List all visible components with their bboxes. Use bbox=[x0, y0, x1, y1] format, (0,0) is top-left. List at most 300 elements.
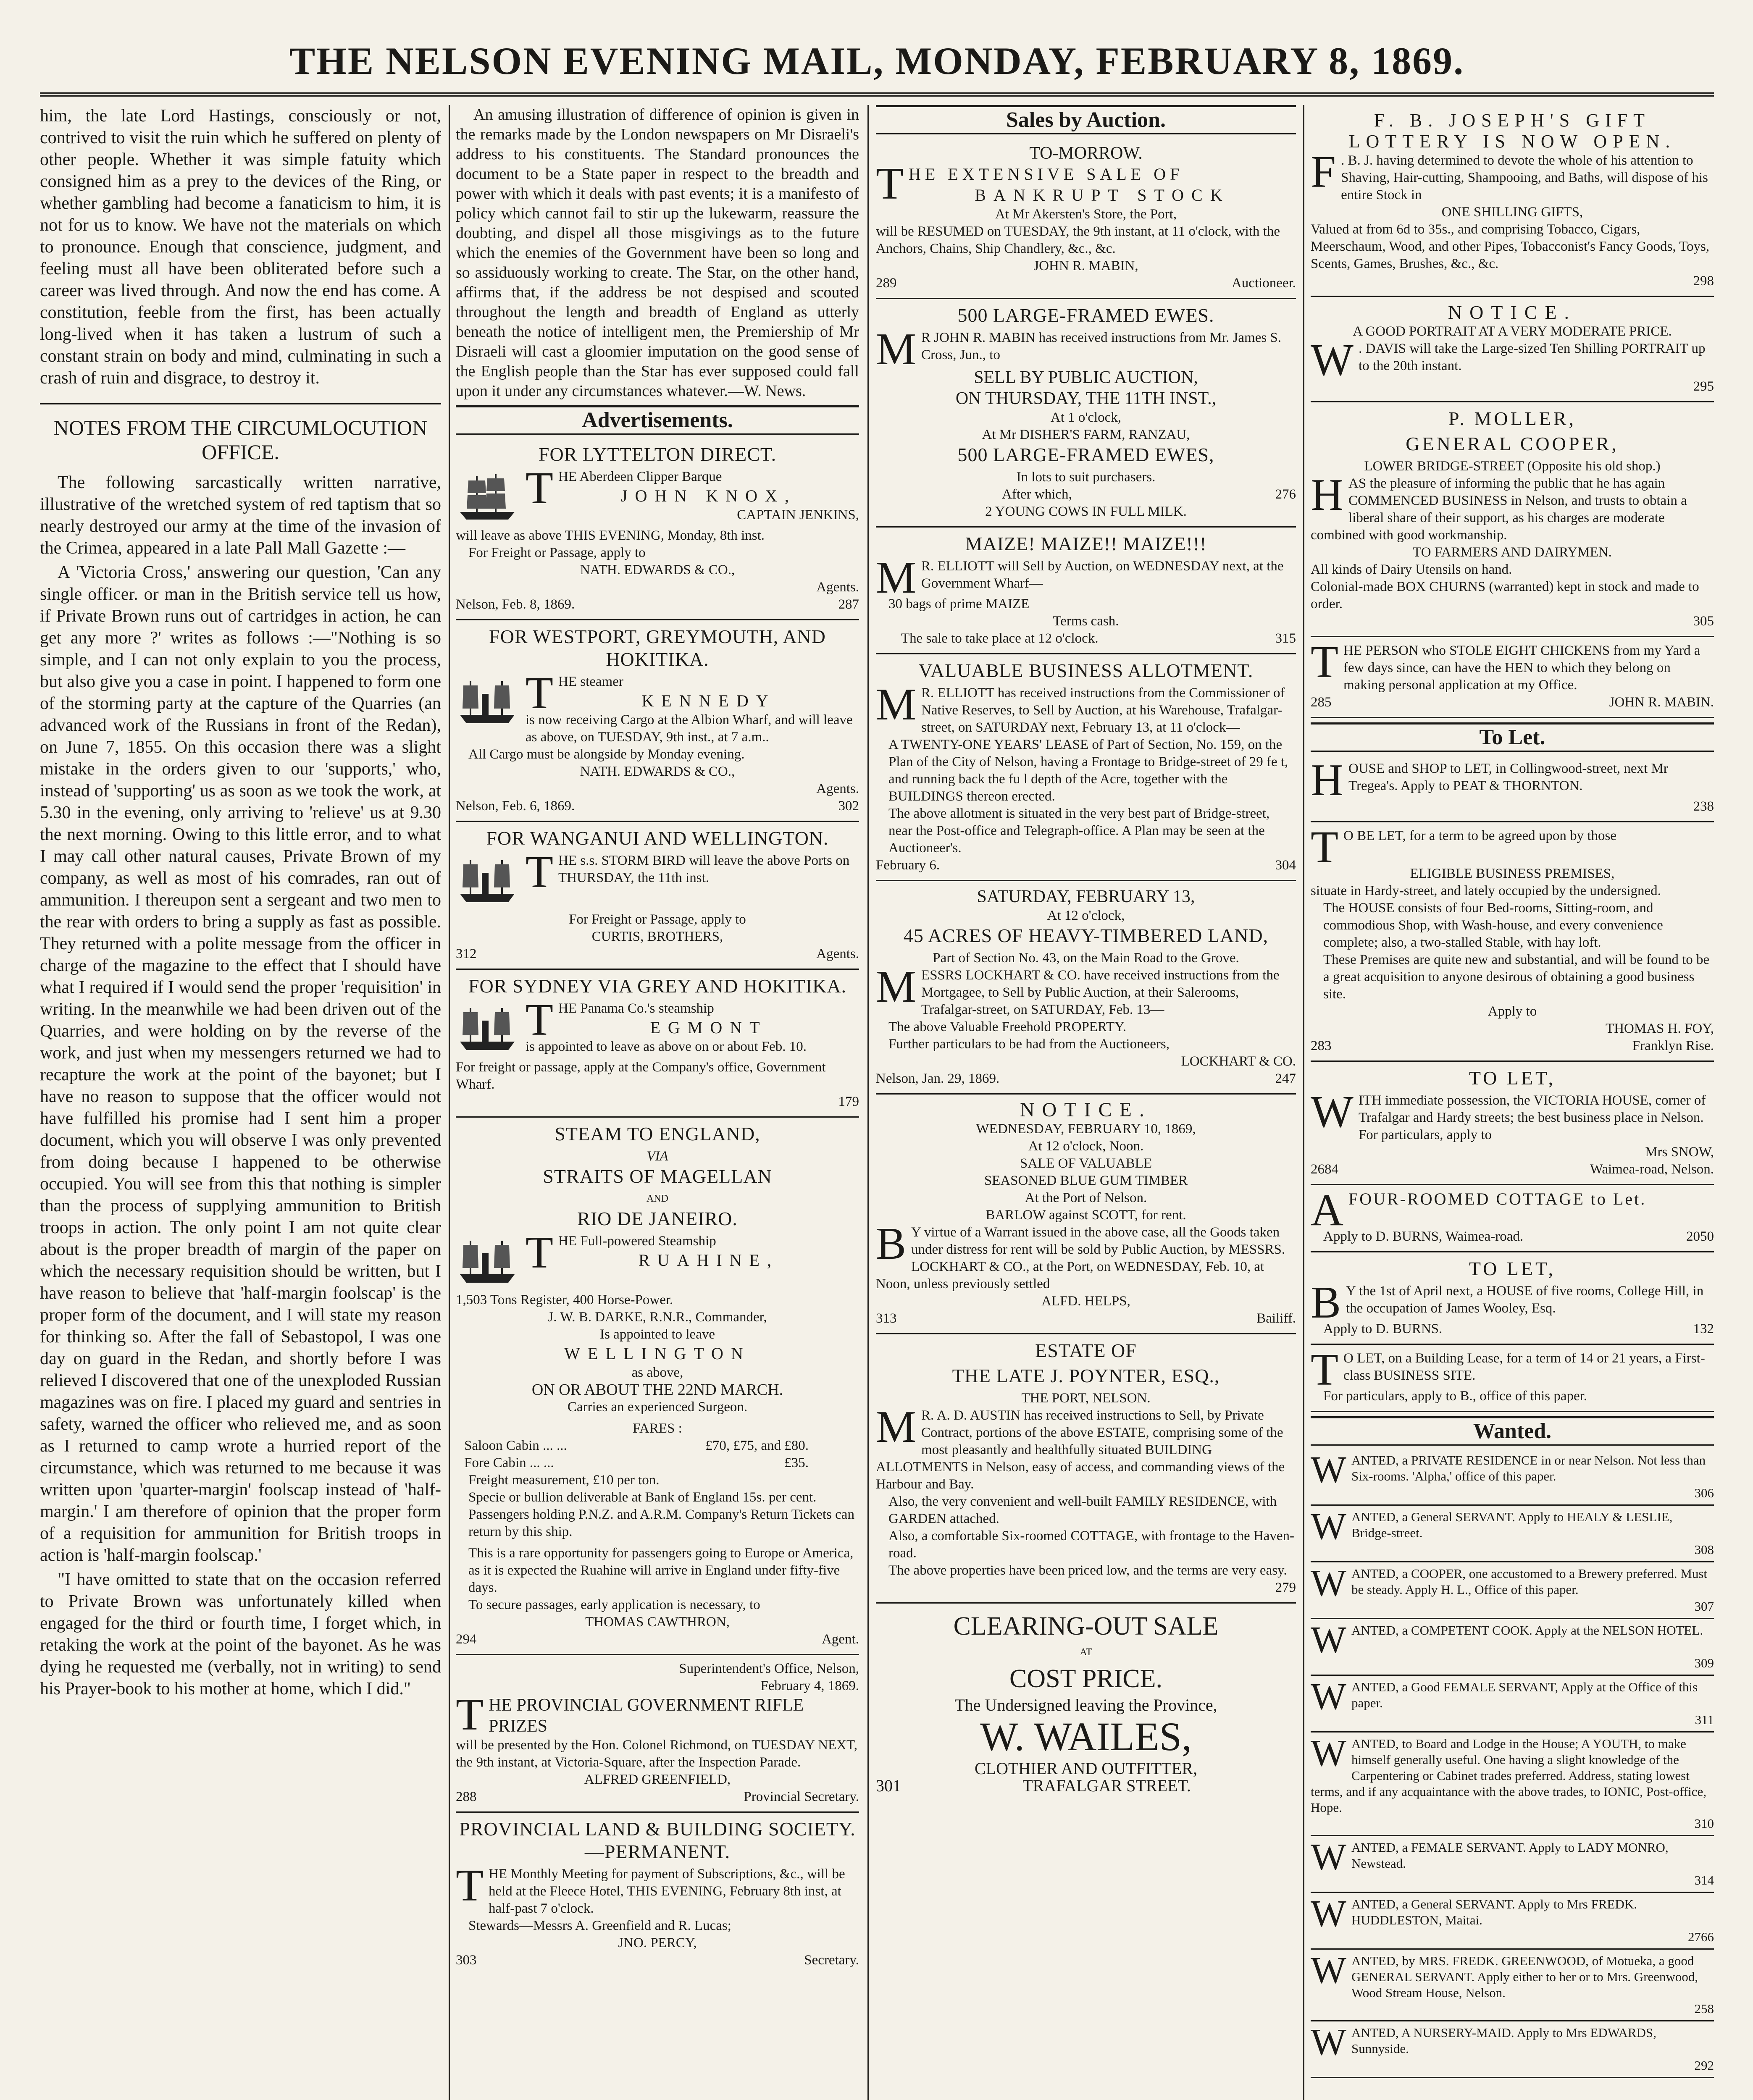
ad-date: Nelson, Feb. 8, 1869. bbox=[456, 597, 575, 612]
signatory: ALFRED GREENFIELD, bbox=[584, 1772, 731, 1787]
ad-number: 247 bbox=[1275, 1071, 1296, 1086]
drop-cap: A bbox=[1311, 1185, 1343, 1235]
ad-text: LOWER BRIDGE-STREET (Opposite his old shop.) bbox=[1364, 459, 1661, 474]
signatory-role: Secretary. bbox=[804, 1953, 859, 1968]
article-paragraph: An amusing illustration of difference of opinion is given in the remarks made by the London newspapers on Mr Disraeli's address to his constituents. The Standard pronounces the document to be a State paper in respect to the breadth and power with which it deals with past events; it is a manifesto of policy which cannot fail to stir up the lukewarm, reassure the doubting, and dispel all those misgivings as to the future which the enemies of the Government have been so long and so assiduously working to create. The Star, on the other hand, affirms that, if the address be not despised and scouted throughout the length and breadth of England as utterly beneath the notice of intelligent men, the Premiership of Mr Disraeli will cast a gloomier imputation on the good sense of the English people than the Star has ever supposed could fall upon it under any circumstances whatever.—W. News. bbox=[456, 106, 859, 400]
ad-number: 295 bbox=[1693, 379, 1714, 394]
ad-text: SELL BY PUBLIC AUCTION, bbox=[974, 368, 1198, 387]
ad-subtitle: ELIGIBLE BUSINESS PREMISES, bbox=[1410, 866, 1615, 881]
ad-text: ANTED, by MRS. FREDK. GREENWOOD, of Motueka, a good GENERAL SERVANT. Apply either to her or to Mrs. Greenwood, Wood Stream House, Nelson. bbox=[1351, 1953, 1698, 2000]
ad-text: ANTED, a PRIVATE RESIDENCE in or near Nelson. Not less than Six-rooms. 'Alpha,' office of this paper. bbox=[1351, 1453, 1706, 1483]
ad-building-lease bbox=[1311, 1345, 1714, 1412]
ad-title: NOTICE. bbox=[1448, 302, 1577, 323]
wanted-ad bbox=[1311, 1950, 1714, 2021]
ad-text: ITH immediate possession, the VICTORIA HOUSE, corner of Trafalgar and Hardy streets; the best business place in Nelson. For particulars, apply to bbox=[1358, 1093, 1706, 1142]
section-header: Sales by Auction. bbox=[876, 105, 1296, 134]
ad-text: THE PORT, NELSON. bbox=[1021, 1391, 1151, 1406]
ad-text: . DAVIS will take the Large-sized Ten Shilling PORTRAIT up to the 20th instant. bbox=[1358, 341, 1706, 373]
ad-text: These Premises are quite new and substantial, and will be found to be a great acquisition to anyone desirous of obtaining a good business site. bbox=[1323, 952, 1710, 1002]
ad-number: 304 bbox=[1275, 858, 1296, 873]
sailing-date: ON OR ABOUT THE 22ND MARCH. bbox=[531, 1381, 783, 1399]
drop-cap: T bbox=[876, 159, 904, 209]
drop-cap: T bbox=[526, 847, 553, 897]
ad-text: ANTED, a COOPER, one accustomed to a Brewery preferred. Must be steady. Apply H. L., Office of this paper. bbox=[1351, 1566, 1708, 1597]
ad-number: 289 bbox=[876, 276, 897, 291]
ad-title: PROVINCIAL LAND & BUILDING SOCIETY.—PERMANENT. bbox=[459, 1818, 856, 1862]
drop-cap: W bbox=[1311, 1676, 1346, 1717]
ad-text: AT bbox=[1080, 1647, 1092, 1658]
ad-text: Also, the very convenient and well-built FAMILY RESIDENCE, with GARDEN attached. bbox=[888, 1494, 1277, 1526]
ad-text: In lots to suit purchasers. bbox=[1016, 470, 1156, 485]
agent-role: Agents. bbox=[816, 580, 859, 595]
section-header: Advertisements. bbox=[456, 405, 859, 435]
ad-text: All Cargo must be alongside by Monday evening. bbox=[468, 747, 745, 762]
ad-text: BARLOW against SCOTT, for rent. bbox=[986, 1208, 1186, 1223]
ad-subtitle: AND bbox=[647, 1193, 668, 1204]
ad-title: STRAITS OF MAGELLAN bbox=[543, 1166, 772, 1187]
ad-text: O LET, on a Building Lease, for a term of 14 or 21 years, a First-class BUSINESS SITE. bbox=[1343, 1351, 1705, 1383]
drop-cap: M bbox=[876, 680, 917, 730]
auctioneer-role: Auctioneer. bbox=[1231, 276, 1296, 291]
ad-date: WEDNESDAY, FEBRUARY 10, 1869, bbox=[976, 1121, 1196, 1137]
ad-title: VALUABLE BUSINESS ALLOTMENT. bbox=[918, 660, 1254, 681]
agent-role: Agents. bbox=[816, 781, 859, 796]
ad-number: 258 bbox=[1694, 2001, 1714, 2016]
ad-number: 238 bbox=[1693, 799, 1714, 814]
ship-icon bbox=[456, 470, 519, 525]
fares-title: FARES : bbox=[633, 1421, 682, 1436]
ad-text: O BE LET, for a term to be agreed upon by those bbox=[1343, 828, 1617, 843]
ad-text: HE Aberdeen Clipper Barque bbox=[558, 469, 722, 484]
ad-number: 283 bbox=[1311, 1038, 1332, 1053]
ad-text: Colonial-made BOX CHURNS (warranted) kept in stock and made to order. bbox=[1311, 579, 1699, 612]
ad-number: 309 bbox=[1694, 1656, 1714, 1670]
ad-text: HE Panama Co.'s steamship bbox=[558, 1001, 714, 1016]
ad-number: 301 bbox=[876, 1776, 901, 1795]
steamer-icon bbox=[456, 854, 519, 908]
ad-text: Apply to bbox=[1488, 1004, 1537, 1019]
ad-text: HE s.s. STORM BIRD will leave the above Ports on THURSDAY, the 11th inst. bbox=[558, 853, 850, 885]
ad-text: R JOHN R. MABIN has received instructions from Mr. James S. Cross, Jun., to bbox=[921, 330, 1282, 362]
ad-cottage bbox=[1311, 1185, 1714, 1252]
ad-number: 307 bbox=[1694, 1599, 1714, 1614]
auctioneer: LOCKHART & CO. bbox=[1181, 1054, 1296, 1069]
ad-text: Is appointed to leave bbox=[600, 1327, 715, 1342]
ad-text: ANTED, A NURSERY-MAID. Apply to Mrs EDWARDS, Sunnyside. bbox=[1351, 2025, 1656, 2056]
ad-text: Waimea-road, Nelson. bbox=[1590, 1162, 1714, 1177]
wanted-ad bbox=[1311, 2021, 1714, 2078]
steamer-icon bbox=[456, 1234, 519, 1289]
ad-number: 132 bbox=[1693, 1321, 1714, 1336]
ad-text: Passengers holding P.N.Z. and A.R.M. Company's Return Tickets can return by this ship. bbox=[468, 1507, 854, 1539]
ad-title: RIO DE JANEIRO. bbox=[577, 1208, 738, 1229]
ad-number: 306 bbox=[1694, 1486, 1714, 1500]
ad-portrait bbox=[1311, 297, 1714, 402]
ad-clearing-sale bbox=[876, 1604, 1296, 1800]
ad-ewes bbox=[876, 299, 1296, 528]
article-continuation: him, the late Lord Hastings, consciously or not, contrived to visit the ruin which he suffered on plenty of other people. Whether it was simple fatuity which consigned him as a prey to the devices of the Ring, or whether gambling had become a fanaticism to him, it is not for us to know. We have not the materials on which to pronounce. Enough that conscience, judgment, and feeling must all have been obliterated before such a career was lived through. And now the end has come. A constitution, feeble from the first, has been actually long-lived when it has taken a lustrum of such a constant strain on body and mind, culminating in such a crash of ruin and disgrace, to destroy it. bbox=[40, 106, 441, 388]
wanted-ad bbox=[1311, 1562, 1714, 1619]
ad-text: ANTED, a Good FEMALE SERVANT, Apply at the Office of this paper. bbox=[1351, 1680, 1698, 1710]
signatory: ALFD. HELPS, bbox=[1041, 1294, 1130, 1309]
ad-title: 500 LARGE-FRAMED EWES. bbox=[957, 304, 1214, 326]
ad-text: A TWENTY-ONE YEARS' LEASE of Part of Section, No. 159, on the Plan of the City of Nelson, having a Frontage to Bridge-street of 29 fe t, and running back the fu l depth of the Acre, together with the BUILDINGS thereon erected. bbox=[888, 737, 1288, 804]
section-header: To Let. bbox=[1311, 722, 1714, 752]
column-rule bbox=[449, 105, 450, 2100]
ad-england bbox=[456, 1118, 859, 1655]
wanted-ad bbox=[1311, 1449, 1714, 1506]
drop-cap: W bbox=[1311, 1087, 1354, 1137]
masthead: THE NELSON EVENING MAIL, MONDAY, FEBRUARY 8, 1869. bbox=[40, 29, 1714, 97]
ad-text: For Freight or Passage, apply to bbox=[468, 545, 646, 560]
signatory: Mrs SNOW, bbox=[1645, 1144, 1714, 1160]
ad-maize bbox=[876, 528, 1296, 654]
ad-text: At Mr DISHER'S FARM, RANZAU, bbox=[982, 427, 1190, 442]
ad-number: 285 bbox=[1311, 695, 1332, 710]
ad-title: TO LET, bbox=[1469, 1258, 1556, 1279]
ad-text: 1,503 Tons Register, 400 Horse-Power. bbox=[456, 1292, 673, 1307]
ad-text: HE PERSON who STOLE EIGHT CHICKENS from my Yard a few days since, can have the HEN to which they belong on making personal application at my Office. bbox=[1343, 643, 1700, 693]
ad-text: Part of Section No. 43, on the Main Road to the Grove. bbox=[933, 950, 1239, 966]
ad-title: STEAM TO ENGLAND, bbox=[555, 1123, 760, 1144]
agent-name: THOMAS CAWTHRON, bbox=[585, 1614, 730, 1630]
drop-cap: T bbox=[456, 1861, 484, 1911]
drop-cap: W bbox=[1311, 1506, 1346, 1547]
ad-text: ANTED, a General SERVANT. Apply to Mrs FREDK. HUDDLESTON, Maitai. bbox=[1351, 1897, 1637, 1927]
ad-title: F. B. JOSEPH'S GIFT LOTTERY IS NOW OPEN. bbox=[1348, 110, 1676, 152]
column-rule bbox=[867, 105, 869, 2100]
ad-text: At 12 o'clock, Noon. bbox=[1028, 1139, 1144, 1154]
drop-cap: M bbox=[876, 962, 917, 1012]
ad-text: HE Monthly Meeting for payment of Subscriptions, &c., will be held at the Fleece Hotel, THIS EVENING, February 8th inst, at half-past 7 o'clock. bbox=[488, 1866, 845, 1916]
ad-title: FOR WESTPORT, GREYMOUTH, AND HOKITIKA. bbox=[489, 626, 826, 670]
ad-text: J. W. B. DARKE, R.N.R., Commander, bbox=[548, 1310, 767, 1325]
article-paragraph: The following sarcastically written narrative, illustrative of the wretched system of red taptism that so nearly destroyed our army at the time of the invasion of the Crimea, appeared in a late Pall Mall Gazette :— bbox=[40, 473, 441, 558]
agent-role: Agent. bbox=[822, 1632, 859, 1647]
agent-name: CURTIS, BROTHERS, bbox=[591, 929, 723, 944]
ship-name: RUAHINE, bbox=[639, 1251, 779, 1270]
drop-cap: B bbox=[876, 1219, 907, 1269]
ad-text: Further particulars to be had from the Auctioneers, bbox=[888, 1037, 1170, 1052]
ad-text: is now receiving Cargo at the Albion Wharf, and will leave as above, on TUESDAY, 9th inst., at 7 a.m.. bbox=[526, 712, 853, 745]
ad-title: FOR WANGANUI AND WELLINGTON. bbox=[486, 827, 829, 849]
ad-poynter-estate bbox=[876, 1334, 1296, 1604]
drop-cap: T bbox=[526, 1228, 553, 1278]
ad-text: HE Full-powered Steamship bbox=[558, 1234, 716, 1249]
ad-text: ANTED, a FEMALE SERVANT. Apply to LADY MONRO, Newstead. bbox=[1351, 1840, 1669, 1871]
ad-title: NOTICE. bbox=[1020, 1099, 1152, 1121]
drop-cap: F bbox=[1311, 147, 1336, 197]
ad-text: Specie or bullion deliverable at Bank of England 15s. per cent. bbox=[468, 1490, 817, 1505]
ad-subtitle: A GOOD PORTRAIT AT A VERY MODERATE PRICE. bbox=[1353, 324, 1672, 339]
drop-cap: W bbox=[1311, 1950, 1346, 1991]
drop-cap: T bbox=[526, 668, 553, 718]
fare-value: £35. bbox=[784, 1455, 809, 1470]
ad-text: SALE OF VALUABLE bbox=[1020, 1156, 1152, 1171]
ad-text: To secure passages, early application is necessary, to bbox=[468, 1597, 760, 1612]
ad-westport bbox=[456, 620, 859, 822]
ad-date: February 4, 1869. bbox=[760, 1678, 859, 1693]
ad-title: COST PRICE. bbox=[1009, 1664, 1163, 1693]
column-4 bbox=[1311, 105, 1714, 2100]
fare-row bbox=[464, 1437, 809, 1454]
ad-college-hill bbox=[1311, 1252, 1714, 1345]
ad-number: 294 bbox=[456, 1632, 477, 1647]
drop-cap: T bbox=[1311, 822, 1338, 872]
ad-number: 287 bbox=[838, 597, 859, 612]
wanted-ad bbox=[1311, 1893, 1714, 1950]
ad-text: Superintendent's Office, Nelson, bbox=[679, 1661, 859, 1676]
ad-number: 2684 bbox=[1311, 1162, 1338, 1177]
column-3 bbox=[876, 105, 1296, 2100]
drop-cap: M bbox=[876, 553, 917, 603]
signatory: JOHN R. MABIN. bbox=[1609, 695, 1714, 710]
ad-victoria-house bbox=[1311, 1062, 1714, 1185]
ad-number: 2050 bbox=[1686, 1229, 1714, 1244]
drop-cap: W bbox=[1311, 1619, 1346, 1661]
drop-cap: M bbox=[876, 324, 917, 374]
ad-gift-lottery bbox=[1311, 105, 1714, 297]
fare-value: £70, £75, and £80. bbox=[705, 1438, 809, 1453]
drop-cap: W bbox=[1311, 1893, 1346, 1935]
ad-text: The HOUSE consists of four Bed-rooms, Sitting-room, and commodious Shop, with Wash-house, and every convenience complete; also, a two-stalled Stable, with hay loft. bbox=[1323, 900, 1663, 950]
ad-text: Terms cash. bbox=[1053, 614, 1119, 629]
ad-text: After which, bbox=[1002, 487, 1072, 502]
article-paragraph: "I have omitted to state that on the occasion referred to Private Brown was unfortunately killed when engaged for the third or fourth time, I forget which, in retaking the work at the point of the bayonet. As he was dying he requested me (verbally, not in writing) to send his Prayer-book to his mother at home, which I did." bbox=[40, 1570, 441, 1698]
ad-number: 2766 bbox=[1688, 1929, 1714, 1944]
ad-title: FOR SYDNEY VIA GREY AND HOKITIKA. bbox=[468, 975, 847, 997]
ad-text: Y virtue of a Warrant issued in the above case, all the Goods taken under distress for rent will be sold by Public Auction, by MESSRS. LOCKHART & CO., at the Port, on WEDNESDAY, Feb. 10, at Noon, unless previously settled bbox=[876, 1225, 1285, 1292]
ad-subtitle: VIA bbox=[647, 1149, 668, 1164]
ad-text: Franklyn Rise. bbox=[1632, 1038, 1714, 1053]
ad-title: ESTATE OF bbox=[1035, 1340, 1137, 1361]
ad-number: 314 bbox=[1694, 1873, 1714, 1887]
ad-title: BANKRUPT STOCK bbox=[975, 186, 1230, 205]
ad-number: 292 bbox=[1694, 2058, 1714, 2073]
ad-text: 2 YOUNG COWS IN FULL MILK. bbox=[985, 504, 1187, 519]
wanted-list bbox=[1311, 1449, 1714, 2078]
drop-cap: W bbox=[1311, 1562, 1346, 1604]
ad-text: HE steamer bbox=[558, 674, 623, 689]
drop-cap: T bbox=[456, 1690, 484, 1740]
signatory: THOMAS H. FOY, bbox=[1606, 1021, 1714, 1036]
ad-number: 311 bbox=[1695, 1712, 1714, 1727]
drop-cap: W bbox=[1311, 1732, 1346, 1774]
drop-cap: W bbox=[1311, 1836, 1346, 1878]
agent-name: NATH. EDWARDS & CO., bbox=[580, 764, 735, 779]
ad-text: TRAFALGAR STREET. bbox=[1022, 1776, 1191, 1795]
drop-cap: H bbox=[1311, 755, 1343, 805]
ad-text: For particulars, apply to B., office of this paper. bbox=[1323, 1389, 1587, 1404]
ad-stolen-chickens bbox=[1311, 637, 1714, 718]
ad-text: ESSRS LOCKHART & CO. have received instructions from the Mortgagee, to Sell by Public Auction, at their Salerooms, Trafalgar-street, on SATURDAY, Feb. 13— bbox=[921, 968, 1280, 1017]
ad-text: For freight or passage, apply at the Company's office, Government Wharf. bbox=[456, 1060, 826, 1092]
ad-number: 315 bbox=[1275, 631, 1296, 646]
ad-title: MAIZE! MAIZE!! MAIZE!!! bbox=[965, 533, 1207, 554]
ad-text: ONE SHILLING GIFTS, bbox=[1441, 205, 1583, 220]
ad-number: 308 bbox=[1694, 1542, 1714, 1557]
ad-wanganui bbox=[456, 822, 859, 970]
ad-text: SEASONED BLUE GUM TIMBER bbox=[984, 1173, 1188, 1188]
ad-title: SATURDAY, FEBRUARY 13, bbox=[977, 887, 1195, 906]
ad-text: situate in Hardy-street, and lately occupied by the undersigned. bbox=[1311, 883, 1661, 898]
ad-date: Nelson, Jan. 29, 1869. bbox=[876, 1071, 1000, 1086]
ad-notice-timber bbox=[876, 1095, 1296, 1334]
captain: CAPTAIN JENKINS, bbox=[737, 507, 859, 522]
ad-text: The Undersigned leaving the Province, bbox=[954, 1696, 1217, 1714]
ad-text: as above, bbox=[631, 1365, 683, 1380]
ad-text: At the Port of Nelson. bbox=[1025, 1190, 1147, 1205]
column-rule bbox=[1303, 105, 1304, 2100]
ad-text: At 12 o'clock, bbox=[1047, 908, 1125, 923]
ad-text: R. ELLIOTT will Sell by Auction, on WEDNESDAY next, at the Government Wharf— bbox=[921, 559, 1284, 591]
wanted-ad bbox=[1311, 1619, 1714, 1676]
ship-name: EGMONT bbox=[650, 1018, 767, 1037]
ad-text: Y the 1st of April next, a HOUSE of five rooms, College Hill, in the occupation of James Wooley, Esq. bbox=[1346, 1284, 1704, 1316]
signatory-role: Provincial Secretary. bbox=[744, 1789, 859, 1804]
ad-text: Apply to D. BURNS, Waimea-road. bbox=[1323, 1229, 1524, 1244]
fare-label: Saloon Cabin ... ... bbox=[464, 1438, 567, 1453]
ad-text: Apply to D. BURNS. bbox=[1323, 1321, 1443, 1336]
steamer-icon bbox=[456, 1002, 519, 1056]
drop-cap: T bbox=[526, 463, 553, 513]
ad-number: 279 bbox=[1275, 1580, 1296, 1595]
ad-title: HE PROVINCIAL GOVERNMENT RIFLE PRIZES bbox=[488, 1696, 804, 1736]
port-name: WELLINGTON bbox=[564, 1344, 751, 1363]
ad-text: ANTED, a COMPETENT COOK. Apply at the NELSON HOTEL. bbox=[1351, 1623, 1703, 1638]
ad-text: CLOTHIER AND OUTFITTER, bbox=[975, 1759, 1197, 1778]
ad-number: 303 bbox=[456, 1953, 477, 1968]
merchant-name: W. WAILES, bbox=[980, 1714, 1192, 1759]
column-1 bbox=[40, 105, 441, 2100]
ad-house-shop bbox=[1311, 755, 1714, 822]
ship-name: JOHN KNOX, bbox=[621, 486, 796, 505]
ad-title: TO LET, bbox=[1469, 1067, 1556, 1089]
ad-date: Nelson, Feb. 6, 1869. bbox=[456, 798, 575, 814]
agent-name: NATH. EDWARDS & CO., bbox=[580, 562, 735, 578]
fare-label: Fore Cabin ... ... bbox=[464, 1455, 554, 1470]
ad-number: 179 bbox=[838, 1094, 859, 1109]
ad-text: Also, a comfortable Six-roomed COTTAGE, with frontage to the Haven-road. bbox=[888, 1528, 1295, 1561]
ad-date: ON THURSDAY, THE 11TH INST., bbox=[955, 389, 1217, 408]
ad-title: GENERAL COOPER, bbox=[1406, 433, 1619, 454]
auctioneer: JOHN R. MABIN, bbox=[1033, 258, 1138, 273]
ad-text: At Mr Akersten's Store, the Port, bbox=[995, 207, 1177, 222]
wanted-ad bbox=[1311, 1836, 1714, 1893]
drop-cap: H bbox=[1311, 470, 1343, 520]
ad-text: At 1 o'clock, bbox=[1050, 410, 1122, 425]
ad-business-allotment bbox=[876, 654, 1296, 881]
ad-text: FOUR-ROOMED COTTAGE to Let. bbox=[1348, 1189, 1647, 1208]
ad-title: P. MOLLER, bbox=[1448, 408, 1577, 429]
ad-text: ANTED, a General SERVANT. Apply to HEALY & LESLIE, Bridge-street. bbox=[1351, 1509, 1673, 1540]
ad-text: . B. J. having determined to devote the whole of his attention to Shaving, Hair-cutting, Shampooing, and Baths, will dispose of his entire Stock in bbox=[1341, 153, 1708, 202]
ad-number: 302 bbox=[838, 798, 859, 814]
ad-text: The sale to take place at 12 o'clock. bbox=[901, 631, 1099, 646]
ad-bankrupt-stock bbox=[876, 138, 1296, 299]
steamer-icon bbox=[456, 675, 519, 730]
drop-cap: T bbox=[526, 995, 553, 1045]
ad-text: The above properties have been priced low, and the terms are very easy. bbox=[888, 1563, 1287, 1578]
fare-row bbox=[464, 1454, 809, 1472]
ad-title: TO-MORROW. bbox=[1029, 144, 1143, 163]
wanted-ad bbox=[1311, 1506, 1714, 1562]
ad-text: will be presented by the Hon. Colonel Richmond, on TUESDAY NEXT, the 9th instant, at Victoria-Square, after the Inspection Parade. bbox=[456, 1738, 857, 1770]
ad-title: FOR LYTTELTON DIRECT. bbox=[538, 444, 777, 465]
ad-date: February 6. bbox=[876, 858, 940, 873]
drop-cap: W bbox=[1311, 1449, 1346, 1491]
ad-text: is appointed to leave as above on or about Feb. 10. bbox=[526, 1039, 807, 1054]
article-paragraph: A 'Victoria Cross,' answering our question, 'Can any single officer. or man in the British service tell us how, if Private Brown runs out of cartridges in action, he can get any more ?' writes as follows :—"Nothing is so simple, and I can not only explain to you the process, but also give you a case in point. I happened to form one of the storming party at the capture of the Quarries (an advanced work of the Russians in front of the Redan), on June 7, 1855. On this occasion there was a slight mistake in the orders given to our 'supports,' who, instead of 'supporting' us as soon as we took the work, at 5.30 in the evening, only arriving to 'relieve' us at 9.30 the next morning. Owing to this little error, and to what I may call other natural causes, Private Brown of my company, as well as most of his comrades, ran out of ammunition. I thereupon sent a sergeant and two men to the rear with orders to bring a supply as fast as possible. They returned with a polite message from the officer in charge of the magazine to the effect that I should have what I required if I would send the proper 'requisition' in writing. In the meanwhile we had been driven out of the Quarries, and were holding on by the reverse of the work, and just when my messengers returned we had to recapture the work at the point of the bayonet; but I have no reason to suppose that the officer would not have fulfilled his promise had I sent him a proper document, which you will observe I was only prevented from doing because I happened to be otherwise occupied. You will see from this that nothing is simpler than the process of supplying ammunition to British troops in action. The only point I am not quite clear about is the proper breadth of margin of the paper on which the necessary requisition should be written, but I have reason to believe that 'half-margin foolscap' is the proper form of the document, and I will state my reason for thinking so. After the fall of Sebastopol, I was one day on guard in the Redan, and shortly before I was relieved I discovered that one of the unexploded Russian magazines was on fire. I placed my guard and sentries in safety, warned the officer who relieved me, and as soon as I returned to camp wrote a hurried report of the circumstance, which was returned to me because it was written upon 'quarter-margin' foolscap instead of 'half-margin.' I am therefore of opinion that the proper form of a requisition for ammunition for British troops in action is 'half-margin foolscap.' bbox=[40, 563, 441, 1565]
ad-subtitle: TO FARMERS AND DAIRYMEN. bbox=[1413, 545, 1612, 560]
agent-role: Agents. bbox=[816, 946, 859, 961]
ad-rifle-prizes bbox=[456, 1655, 859, 1813]
ad-text: This is a rare opportunity for passengers going to Europe or America, as it is expected the Ruahine will arrive in England under fifty-five days. bbox=[468, 1546, 854, 1595]
drop-cap: W bbox=[1311, 335, 1354, 385]
ad-number: 310 bbox=[1694, 1816, 1714, 1831]
ad-timbered-land bbox=[876, 881, 1296, 1095]
signatory-role: Bailiff. bbox=[1256, 1311, 1296, 1326]
wanted-ad bbox=[1311, 1676, 1714, 1732]
ad-number: 288 bbox=[456, 1789, 477, 1804]
drop-cap: M bbox=[876, 1402, 917, 1452]
ad-title: 45 ACRES OF HEAVY-TIMBERED LAND, bbox=[903, 925, 1269, 946]
ad-business-premises bbox=[1311, 822, 1714, 1062]
ad-number: 313 bbox=[876, 1311, 897, 1326]
ad-text: The above allotment is situated in the very best part of Bridge-street, near the Post-office and Telegraph-office. A Plan may be seen at the Auctioneer's. bbox=[888, 806, 1270, 856]
column-2 bbox=[456, 105, 859, 2100]
ad-text: Carries an experienced Surgeon. bbox=[567, 1399, 748, 1415]
ad-text: AS the pleasure of informing the public that he has again COMMENCED BUSINESS in Nelson, and trusts to obtain a liberal share of their support, as his charges are moderate combined with good workmanship. bbox=[1311, 476, 1687, 543]
ad-building-society bbox=[456, 1813, 859, 1975]
drop-cap: B bbox=[1311, 1278, 1341, 1328]
section-header: Wanted. bbox=[1311, 1416, 1714, 1446]
ad-text: OUSE and SHOP to LET, in Collingwood-street, next Mr Tregea's. Apply to PEAT & THORNTON. bbox=[1348, 761, 1668, 793]
ad-text: Valued at from 6d to 35s., and comprising Tobacco, Cigars, Meerschaum, Wood, and other Pipes, Tobacconist's Fancy Goods, Toys, Scents, Games, Brushes, &c., &c. bbox=[1311, 222, 1710, 271]
drop-cap: W bbox=[1311, 2021, 1346, 2063]
ad-number: 305 bbox=[1693, 614, 1714, 629]
fares-table bbox=[456, 1437, 859, 1472]
ad-text: All kinds of Dairy Utensils on hand. bbox=[1311, 562, 1512, 577]
signatory: JNO. PERCY, bbox=[618, 1935, 697, 1950]
ad-text: For Freight or Passage, apply to bbox=[569, 912, 746, 927]
ad-number: 312 bbox=[456, 946, 477, 961]
ad-text: Stewards—Messrs A. Greenfield and R. Lucas; bbox=[468, 1918, 731, 1933]
ad-title: THE LATE J. POYNTER, ESQ., bbox=[952, 1365, 1220, 1386]
ad-text: will leave as above THIS EVENING, Monday, 8th inst. bbox=[456, 528, 765, 543]
drop-cap: T bbox=[1311, 1345, 1338, 1395]
drop-cap: T bbox=[1311, 637, 1338, 687]
ad-number: 276 bbox=[1275, 487, 1296, 502]
ad-text: The above Valuable Freehold PROPERTY. bbox=[888, 1019, 1126, 1034]
ad-sydney bbox=[456, 970, 859, 1118]
ad-number: 298 bbox=[1693, 273, 1714, 289]
wanted-ad bbox=[1311, 1732, 1714, 1836]
ad-text: ANTED, to Board and Lodge in the House; A YOUTH, to make himself generally useful. One having a slight knowledge of the Carpentering or Cabinet trades preferred. Address, stating lowest terms, and if any acquaintance with the above trades, to IONIC, Post-office, Hope. bbox=[1311, 1736, 1707, 1815]
ad-text: R. A. D. AUSTIN has received instructions to Sell, by Private Contract, portions of the above ESTATE, comprising some of the most pleasantly and healthfully situated BUILDING ALLOTMENTS in Nelson, easy of access, and commanding views of the Harbour and Bay. bbox=[876, 1408, 1285, 1492]
ad-title: CLEARING-OUT SALE bbox=[953, 1612, 1219, 1641]
ad-lyttelton bbox=[456, 438, 859, 620]
ad-text: Freight measurement, £10 per ton. bbox=[468, 1473, 660, 1488]
ad-text: 30 bags of prime MAIZE bbox=[888, 596, 1030, 612]
article-title: NOTES FROM THE CIRCUMLOCUTION OFFICE. bbox=[40, 403, 441, 464]
ad-text: R. ELLIOTT has received instructions from the Commissioner of Native Reserves, to Sell by Auction, at his Warehouse, Trafalgar-street, on SATURDAY next, February 13, at 11 o'clock— bbox=[921, 685, 1285, 735]
ship-name: KENNEDY bbox=[641, 691, 776, 710]
ad-title: 500 LARGE-FRAMED EWES, bbox=[957, 444, 1214, 465]
ad-cooper bbox=[1311, 402, 1714, 637]
ad-title: HE EXTENSIVE SALE OF bbox=[908, 165, 1184, 184]
ad-text: will be RESUMED on TUESDAY, the 9th instant, at 11 o'clock, with the Anchors, Chains, Ship Chandlery, &c., &c. bbox=[876, 224, 1280, 256]
